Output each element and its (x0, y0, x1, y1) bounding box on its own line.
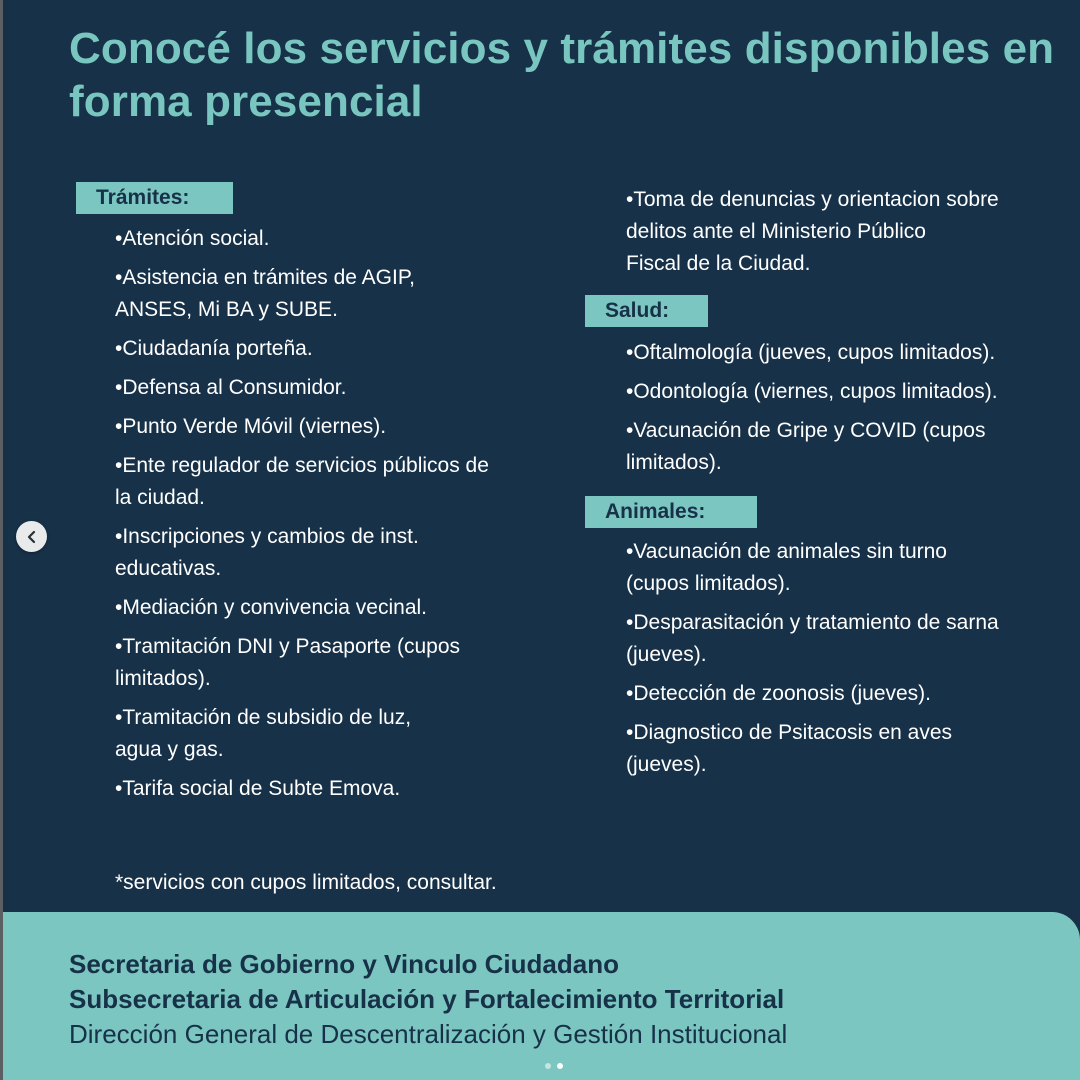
list-item: •Toma de denuncias y orientacion sobre delitos ante el Ministerio Público Fiscal de la Ciudad. (626, 188, 999, 275)
list-item: •Tramitación de subsidio de luz, agua y gas. (115, 706, 412, 761)
salud-label: Salud: (585, 295, 708, 327)
list-item: •Ente regulador de servicios públicos de la ciudad. (115, 454, 489, 509)
list-item: •Tarifa social de Subte Emova. (115, 777, 401, 800)
list-item: •Asistencia en trámites de AGIP, ANSES, Mi BA y SUBE. (115, 266, 415, 321)
list-item: •Inscripciones y cambios de inst. educativas. (115, 525, 419, 580)
list-item: •Oftalmología (jueves, cupos limitados). (626, 341, 996, 364)
tramites-label: Trámites: (76, 182, 233, 214)
footer-direccion: Dirección General de Descentralización y Gestión Institucional (69, 1019, 788, 1049)
salud-list (626, 337, 1071, 486)
footnote: *servicios con cupos limitados, consultar. (115, 871, 497, 894)
carousel-prev-button[interactable] (16, 521, 47, 552)
list-item: •Desparasitación y tratamiento de sarna (jueves). (626, 611, 999, 666)
tramites-extra-list (626, 184, 1071, 287)
tramites-list (115, 223, 565, 812)
list-item: •Detección de zoonosis (jueves). (626, 682, 932, 705)
carousel-dot[interactable] (545, 1063, 551, 1069)
list-item: •Atención social. (115, 227, 270, 250)
animales-list (626, 536, 1071, 788)
list-item: •Punto Verde Móvil (viernes). (115, 415, 387, 438)
list-item: •Mediación y convivencia vecinal. (115, 596, 428, 619)
list-item: •Diagnostico de Psitacosis en aves (jueves). (626, 721, 953, 776)
list-item: •Defensa al Consumidor. (115, 376, 347, 399)
list-item: •Odontología (viernes, cupos limitados). (626, 380, 998, 403)
page-title: Conocé los servicios y trámites disponibles en forma presencial (69, 24, 1055, 126)
info-panel (3, 0, 1080, 1080)
list-item: •Ciudadanía porteña. (115, 337, 313, 360)
list-item: •Tramitación DNI y Pasaporte (cupos limitados). (115, 635, 461, 690)
chevron-left-icon (25, 530, 39, 544)
list-item: •Vacunación de Gripe y COVID (cupos limitados). (626, 419, 986, 474)
footer-band (3, 912, 1080, 1080)
footer-secretaria: Secretaria de Gobierno y Vinculo Ciudadano (69, 949, 619, 979)
footer-subsecretaria: Subsecretaria de Articulación y Fortalecimiento Territorial (69, 984, 785, 1014)
carousel-dots (545, 1063, 563, 1069)
animales-label: Animales: (585, 496, 757, 528)
carousel-dot-active[interactable] (557, 1063, 563, 1069)
list-item: •Vacunación de animales sin turno (cupos limitados). (626, 540, 947, 595)
